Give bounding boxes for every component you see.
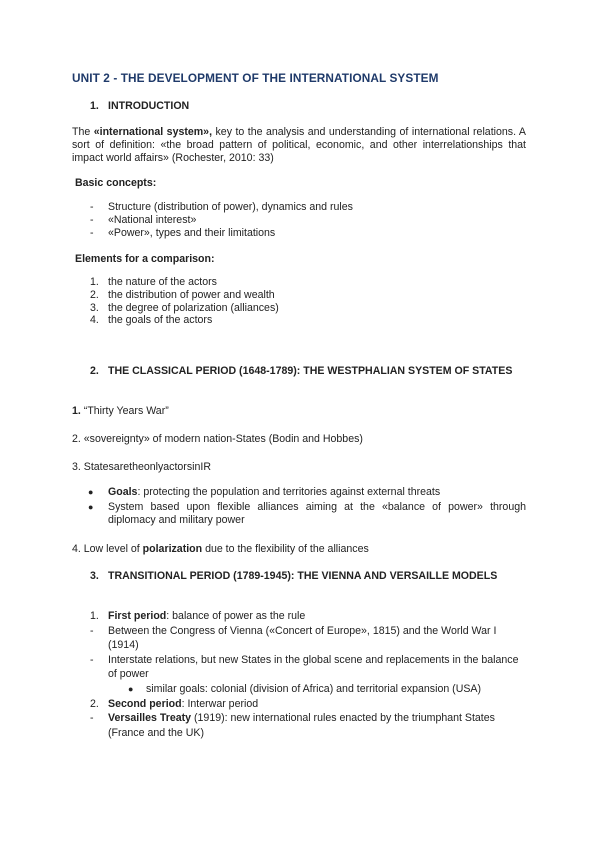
item-text: the nature of the actors <box>108 276 217 288</box>
elements-list <box>90 276 530 327</box>
list-item: - «Power», types and their limitations <box>90 227 530 240</box>
bold-term: Second period <box>108 697 182 710</box>
unit-title: UNIT 2 - THE DEVELOPMENT OF THE INTERNATIONAL SYSTEM <box>72 71 439 85</box>
list-item: - «National interest» <box>90 214 530 227</box>
list-item <box>90 276 530 289</box>
list-item <box>90 609 526 624</box>
bold-term: First period <box>108 610 167 622</box>
section-number: 2. <box>90 365 99 377</box>
item-number: 4. <box>90 314 99 327</box>
list-item <box>90 653 526 682</box>
item-text: “Thirty Years War” <box>80 405 169 417</box>
item-number: 1. <box>90 276 99 288</box>
classical-item-1 <box>72 405 169 417</box>
bullet-icon: ● <box>128 683 134 694</box>
classical-item-4 <box>72 543 369 555</box>
item-text: : protecting the population and territories against external threats <box>137 486 441 498</box>
item-number: 2. <box>90 288 99 301</box>
transitional-list <box>90 609 526 740</box>
item-number: 3. <box>90 301 99 314</box>
list-item <box>82 486 526 499</box>
bold-term: Goals <box>108 486 138 498</box>
section-title: INTRODUCTION <box>108 100 190 112</box>
bold-term: Versailles Treaty <box>108 712 192 725</box>
item-number: 1. <box>72 405 81 417</box>
classical-bullets <box>82 486 526 526</box>
text-run: 4. Low level of <box>72 543 143 555</box>
section-number: 1. <box>90 100 99 112</box>
list-item <box>90 624 526 653</box>
section-title: TRANSITIONAL PERIOD (1789-1945): THE VIENNA AND VERSAILLE MODELS <box>108 570 498 582</box>
list-item <box>90 302 530 315</box>
intro-paragraph <box>72 126 526 164</box>
section-3-heading <box>90 570 497 582</box>
bold-term: «international system», <box>93 126 213 138</box>
bold-term: polarization <box>142 543 203 555</box>
section-number: 3. <box>90 570 99 582</box>
dash-marker: - <box>90 653 94 666</box>
section-2-heading <box>90 364 526 379</box>
bullet-icon: ● <box>88 501 94 512</box>
text-run: due to the flexibility of the alliances <box>202 543 369 555</box>
text-run: The <box>72 126 94 138</box>
item-text: Interstate relations, but new States in the global scene and replacements in the balance of power <box>108 653 519 681</box>
bullet-icon: ● <box>88 487 94 497</box>
item-text: Between the Congress of Vienna («Concert of Europe», 1815) and the World War I (1914) <box>108 624 497 652</box>
text-run: key to the analysis and understanding of international relations. A sort of definition: «the broad pattern of political, economic, and other interrelationships that impact world affairs» (Rochester, 2010: 33) <box>72 126 526 164</box>
list-item: - Structure (distribution of power), dynamics and rules <box>90 201 530 214</box>
item-text: the goals of the actors <box>108 314 213 327</box>
list-item <box>90 697 526 712</box>
elements-title: Elements for a comparison: <box>75 253 215 265</box>
dash-marker: - <box>90 712 94 725</box>
item-text: the distribution of power and wealth <box>108 288 275 301</box>
classical-item-3: 3. StatesaretheonlyactorsinIR <box>72 461 211 473</box>
item-text: (1919): new international rules enacted by the triumphant States (France and the UK) <box>108 712 495 739</box>
dash-marker: - <box>90 624 94 637</box>
basic-concepts-title: Basic concepts: <box>75 177 157 189</box>
item-text: System based upon flexible alliances aiming at the «balance of power» through diplomacy and military power <box>108 500 526 526</box>
list-item <box>90 682 526 697</box>
item-text: : balance of power as the rule <box>166 610 306 622</box>
item-number: 1. <box>90 610 99 622</box>
list-item <box>90 289 530 302</box>
section-title: THE CLASSICAL PERIOD (1648-1789): THE WESTPHALIAN SYSTEM OF STATES <box>108 365 513 377</box>
list-item <box>90 711 526 740</box>
classical-item-2: 2. «sovereignty» of modern nation-States (Bodin and Hobbes) <box>72 433 363 445</box>
basic-concepts-list <box>90 201 530 239</box>
section-1-heading <box>90 100 189 112</box>
item-text: : Interwar period <box>181 697 259 710</box>
item-text: the degree of polarization (alliances) <box>108 301 279 314</box>
list-item <box>90 314 530 327</box>
item-number: 2. <box>90 697 99 710</box>
list-item <box>82 501 526 527</box>
item-text: similar goals: colonial (division of Africa) and territorial expansion (USA) <box>146 682 482 695</box>
